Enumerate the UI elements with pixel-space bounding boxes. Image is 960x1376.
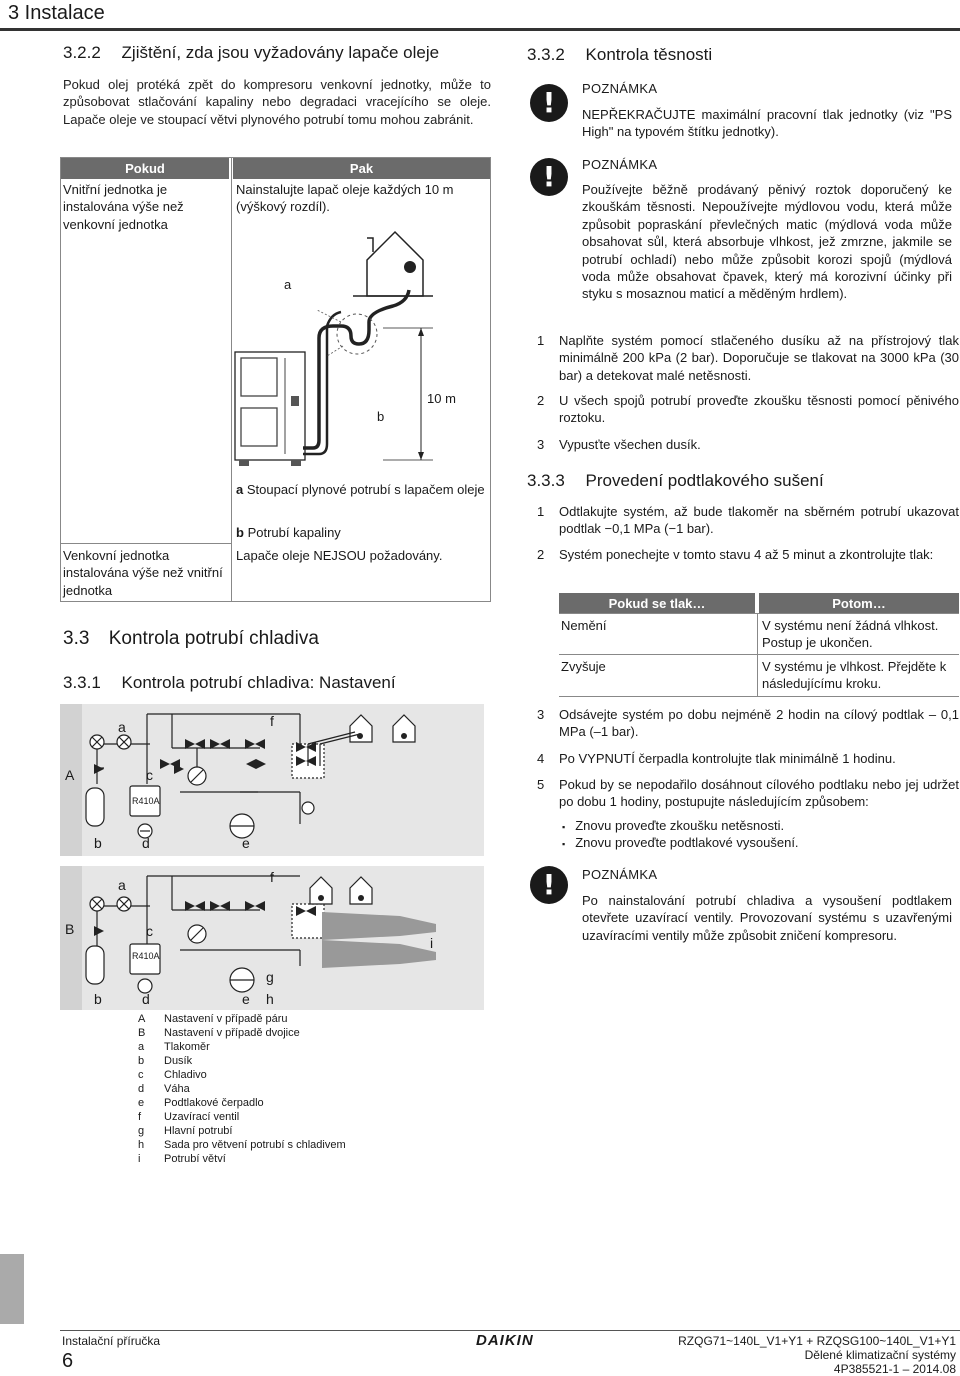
section-3-2-2-heading (63, 42, 439, 65)
diagram-label-c: c (146, 767, 153, 783)
step-number: 3 (537, 707, 545, 722)
section-3-3-heading (63, 626, 319, 651)
pressure-table (559, 593, 959, 697)
vacuum-steps-continued (537, 706, 959, 816)
step-number: 2 (537, 393, 545, 408)
diagram-label-d: d (142, 991, 150, 1007)
bullet-item: ▪ Znovu proveďte podtlakové vysoušení. (562, 835, 799, 850)
footer-model: RZQG71~140L_V1+Y1 + RZQSG100~140L_V1+Y1 (678, 1334, 956, 1348)
table-header-if: Pokud (61, 158, 229, 179)
step-text: Pokud by se nepodařilo dosáhnout cílového podtlaku nebo jej udržet po dobu 1 hodiny, postupujte následujícím způsobem: (559, 777, 959, 810)
step-number: 2 (537, 547, 545, 562)
step-text: Po VYPNUTÍ čerpadla kontrolujte tlak minimálně 1 hodinu. (559, 751, 896, 766)
oil-trap-table (60, 157, 491, 602)
section-title: Kontrola potrubí chladiva (108, 628, 319, 649)
row1-condition: Vnitřní jednotka je instalována výše než venkovní jednotka (63, 182, 184, 232)
step-text: Naplňte systém pomocí stlačeného dusíku až na přístrojový tlak minimálně 200 kPa (2 bar). Doporučuje se tlakovat na 3000 kPa (30 bar) a detekovat malé netěsnosti. (559, 333, 959, 383)
diagram-label-b: b (94, 835, 102, 851)
side-tab (0, 1254, 24, 1324)
section-3-3-3-heading (527, 470, 824, 493)
table-header-then: Potom… (759, 593, 959, 614)
header-rule (0, 28, 960, 31)
note-text: NEPŘEKRAČUJTE maximální pracovní tlak jednotky (viz "PS High" na typovém štítku jednotky). (582, 107, 952, 140)
setup-diagram-pair (60, 704, 484, 856)
diagram-label-A: A (65, 767, 75, 783)
bullet-item: ▪ Znovu proveďte zkoušku netěsnosti. (562, 818, 785, 833)
step-number: 5 (537, 777, 545, 792)
diagram-label-f: f (270, 869, 274, 885)
row-condition: Nemění (561, 618, 607, 633)
oil-trap-figure (233, 218, 491, 480)
section-title: Provedení podtlakového sušení (585, 471, 824, 490)
step-number: 3 (537, 437, 545, 452)
legend-text: Potrubí kapaliny (247, 525, 341, 540)
warning-icon: ! (530, 158, 568, 196)
diagram-label-d: d (142, 835, 150, 851)
legend-key: a (236, 482, 244, 497)
section-title: Zjištění, zda jsou vyžadovány lapače oleje (121, 43, 440, 62)
row-action: V systému je vlhkost. Přejděte k následujícímu kroku. (762, 659, 947, 692)
note-heading: POZNÁMKA (582, 867, 658, 882)
section-number: 3.3 (63, 628, 90, 649)
diagram-label-e: e (242, 835, 250, 851)
note-heading: POZNÁMKA (582, 81, 658, 96)
legend-a (236, 481, 486, 498)
row-condition: Zvyšuje (561, 659, 606, 674)
section-title: Kontrola těsnosti (585, 45, 713, 64)
step-text: Odsávejte systém po dobu nejméně 2 hodin na cílový podtlak – 0,1 MPa (–1 bar). (559, 707, 959, 740)
refrigerant-label: R410A (132, 951, 160, 961)
section-3-3-2-heading (527, 44, 712, 67)
step-text: Odtlakujte systém, až bude tlakoměr na sběrném potrubí ukazovat podtlak −0,1 MPa (−1 bar). (559, 504, 959, 537)
legend-text: Stoupací plynové potrubí s lapačem oleje (246, 482, 485, 497)
row1-action: Nainstalujte lapač oleje každých 10 m (výškový rozdíl). (236, 182, 454, 215)
legend-b (236, 524, 486, 541)
figure-label-a: a (284, 277, 292, 292)
footer-system: Dělené klimatizační systémy (804, 1348, 956, 1362)
page-number: 6 (62, 1350, 74, 1372)
indoor-unit-dot (404, 261, 416, 273)
diagram-label-e: e (242, 991, 250, 1007)
diagram-label-B: B (65, 921, 75, 937)
footer-docno: 4P385521-1 – 2014.08 (833, 1362, 956, 1376)
table-row-divider (61, 543, 231, 544)
row2-action: Lapače oleje NEJSOU požadovány. (236, 548, 443, 563)
diagram-label-c: c (146, 923, 153, 939)
brand-logo: DAIKIN (476, 1332, 534, 1349)
step-text: Systém ponechejte v tomto stavu 4 až 5 minut a zkontrolujte tlak: (559, 547, 934, 562)
step-number: 1 (537, 333, 545, 348)
diagram-legend: A Nastavení v případě páru B Nastavení v případě dvojice a Tlakoměr b Dusík c Chladivo d Váha e Podtlakové čerpadlo f Uzavírací ventil g Hlavní potrubí h Sada pro větvení potrubí s chladivem i Potrubí větví (138, 1013, 346, 1165)
note-text: Po nainstalování potrubí chladiva a vysoušení podtlakem otevřete uzavírací ventily. Provozovaní systému s uzavřenými uzavíracími ventily může způsobit zničení kompresoru. (582, 893, 952, 943)
refrigerant-label: R410A (132, 796, 160, 806)
row-action: V systému není žádná vlhkost. Postup je ukončen. (762, 618, 939, 651)
step-text: U všech spojů potrubí proveďte zkoušku těsnosti pomocí pěnivého roztoku. (559, 393, 959, 426)
warning-icon: ! (530, 866, 568, 904)
section-number: 3.3.2 (527, 45, 565, 64)
warning-icon: ! (530, 84, 568, 122)
vacuum-steps (537, 503, 959, 583)
table-divider (231, 158, 232, 601)
table-header-if: Pokud se tlak… (559, 593, 755, 614)
diagram-label-f: f (270, 713, 274, 729)
section-number: 3.3.3 (527, 471, 565, 490)
note-heading: POZNÁMKA (582, 157, 658, 172)
step-number: 1 (537, 504, 545, 519)
diagram-label-g: g (266, 969, 274, 985)
leak-test-steps (537, 332, 959, 462)
section-number: 3.3.1 (63, 673, 101, 692)
section-title: Kontrola potrubí chladiva: Nastavení (121, 673, 396, 692)
note-text: Používejte běžně prodávaný pěnivý roztok doporučený ke zkouškám těsnosti. Nepoužívejte mýdlovou vodu, která může způsobit popraskání převlečných matic (mýdlová voda může obsahovat sůl, která absorbuje vlhkost, jež zmrzne, jakmile se potrubí ochladí) nebo může způsobit korozi spojů (mýdlová voda může obsahovat čpavek, který má korozivní účinky při styku s mosaznou maticí a měděným hrdlem). (582, 182, 952, 302)
diagram-label-a: a (118, 877, 126, 893)
diagram-label-h: h (266, 991, 274, 1007)
diagram-label-a: a (118, 719, 126, 735)
legend-key: b (236, 525, 244, 540)
diagram-label-i: i (430, 935, 434, 951)
footer-manual: Instalační příručka (62, 1334, 161, 1348)
table-header-then: Pak (233, 158, 490, 179)
diagram-label-b: b (94, 991, 102, 1007)
step-text: Vypusťte všechen dusík. (559, 437, 701, 452)
step-number: 4 (537, 751, 545, 766)
liquid-pipe (303, 326, 327, 454)
figure-height-label: 10 m (427, 391, 456, 406)
row2-condition: Venkovní jednotka instalována výše než vnitřní jednotka (63, 548, 223, 598)
figure-label-b: b (377, 409, 385, 424)
section-number: 3.2.2 (63, 43, 101, 62)
intro-paragraph: Pokud olej protéká zpět do kompresoru venkovní jednotky, může to způsobovat stlačování kapaliny nebo degradaci vracejícího se oleje. Lapače oleje ve stoupací větvi plynového potrubí tomu mohou zabránit. (63, 77, 491, 127)
setup-diagram-twin (60, 866, 484, 1010)
trap-marker (337, 314, 377, 354)
chapter-title: 3 Instalace (8, 2, 105, 24)
section-3-3-1-heading (63, 672, 396, 695)
